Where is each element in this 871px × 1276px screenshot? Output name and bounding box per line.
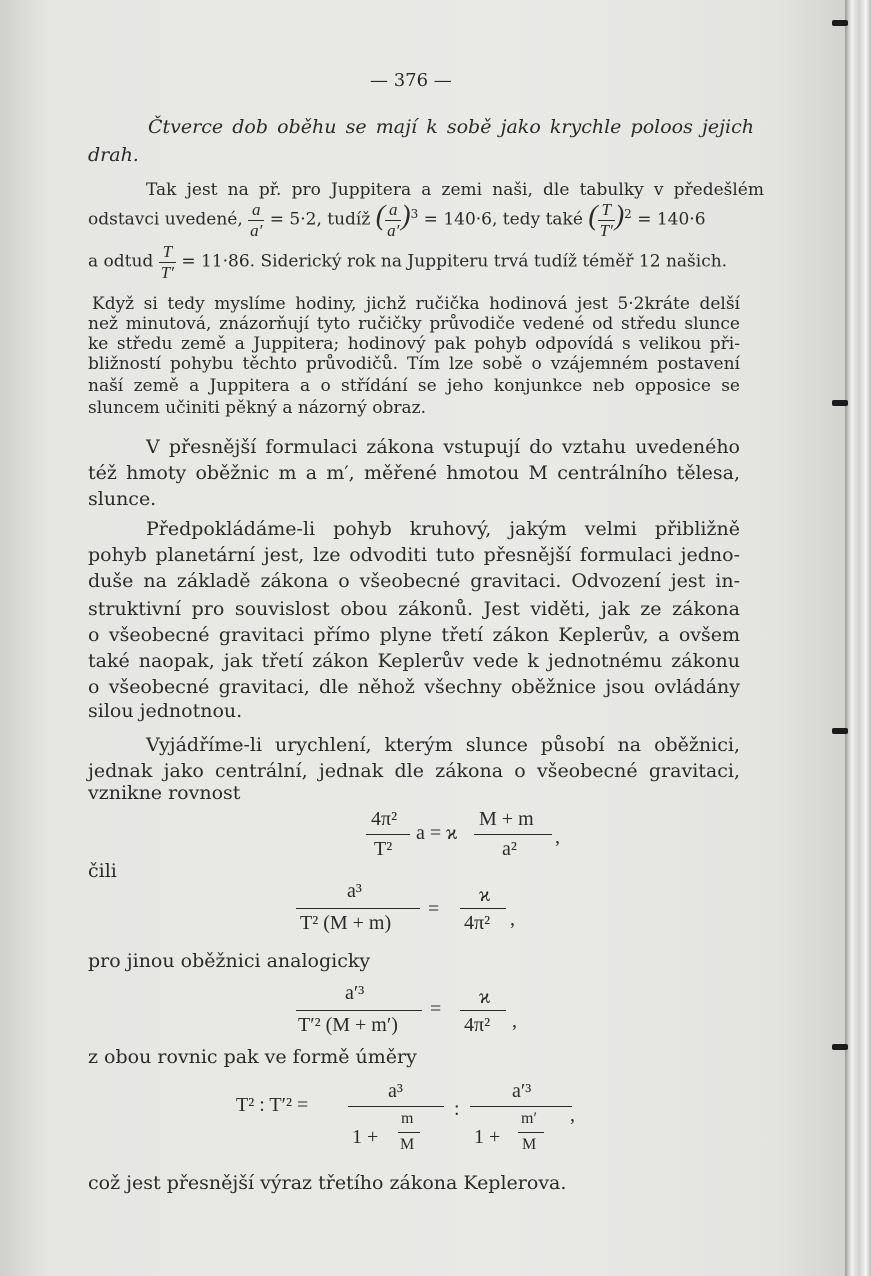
equation-middle: a = ϰ <box>416 822 458 844</box>
numerator: M + m <box>479 808 534 830</box>
denominator: T² <box>374 838 393 860</box>
body-line: slunce. <box>88 488 157 510</box>
exponent: 2 <box>624 206 632 221</box>
body-line: bližností pohybu těchto průvodičů. Tím lze sobě o vzájemném postavení <box>88 354 740 374</box>
fraction-bar <box>518 1132 544 1133</box>
body-line: V přesnější formulaci zákona vstupují do vztahu uvedeného <box>146 436 740 458</box>
fraction-bar <box>348 1106 444 1107</box>
body-line: jednak jako centrální, jednak dle zákona o všeobecné gravitaci, <box>88 760 740 782</box>
denominator: a′ <box>250 220 263 240</box>
body-text: = 5·2, tudíž <box>269 209 371 230</box>
body-text: = 140·6, tedy také <box>423 209 583 230</box>
body-line: z obou rovnic pak ve formě úměry <box>88 1046 417 1068</box>
fraction-bar <box>366 834 410 835</box>
denominator: T² (M + m) <box>300 912 392 934</box>
body-line: také naopak, jak třetí zákon Keplerův vede k jednotnému zákonu <box>88 650 740 672</box>
body-line: pohyb planetární jest, lze odvoditi tuto přesnější formulaci jedno- <box>88 544 740 566</box>
fraction <box>598 200 615 240</box>
inline-math-line <box>88 200 706 240</box>
body-line: též hmoty oběžnic m a m′, měřené hmotou M centrálního tělesa, <box>88 462 740 484</box>
denominator: 4π² <box>464 1014 491 1036</box>
fraction-bar <box>296 1010 422 1011</box>
proportion-left: T² : T′² = <box>236 1094 309 1116</box>
fraction-bar <box>460 908 506 909</box>
body-line: struktivní pro souvislost obou zákonů. Jest viděti, jak ze zákona <box>88 598 740 620</box>
body-line: o všeobecné gravitaci, dle něhož všechny oběžnice jsou ovládány <box>88 676 740 698</box>
denominator: a′ <box>387 220 400 240</box>
inline-math-line <box>88 242 727 282</box>
body-line: Čtverce dob oběhu se mají k sobě jako krychle poloos jejich <box>148 116 754 138</box>
body-line: silou jednotnou. <box>88 700 243 722</box>
paren: ( <box>588 200 598 232</box>
binding-mark <box>832 400 848 406</box>
binding-mark <box>832 1044 848 1050</box>
denominator: T′² (M + m′) <box>298 1014 398 1036</box>
body-line: ke středu země a Juppitera; hodinový pak pohyb odpovídá s velikou při- <box>88 334 740 354</box>
punctuation: , <box>512 1010 517 1032</box>
small-numerator: m′ <box>521 1110 537 1127</box>
paren: ) <box>401 200 411 232</box>
punctuation: , <box>570 1104 575 1126</box>
numerator: a³ <box>388 1080 403 1102</box>
numerator: a′³ <box>512 1080 532 1102</box>
page-number: — 376 — <box>370 70 452 91</box>
binding-mark <box>832 728 848 734</box>
exponent: 3 <box>410 206 419 221</box>
body-line: Když si tedy myslíme hodiny, jichž ručička hodinová jest 5·2kráte delší <box>92 294 740 314</box>
denominator: a² <box>502 838 517 860</box>
numerator: a <box>388 200 398 219</box>
body-line: což jest přesnější výraz třetího zákona Keplerova. <box>88 1172 567 1194</box>
page-edges <box>845 0 871 1276</box>
small-denominator: M <box>400 1136 415 1153</box>
denominator-text: 1 + <box>474 1126 501 1148</box>
fraction-bar <box>470 1106 572 1107</box>
denominator: T′ <box>599 220 613 240</box>
body-text: = 11·86. Siderický rok na Juppiteru trvá tudíž téměř 12 našich. <box>181 251 728 272</box>
numerator: a³ <box>347 880 362 902</box>
fraction <box>385 200 401 240</box>
fraction-bar <box>296 908 420 909</box>
body-line: čili <box>88 860 117 882</box>
numerator: a′³ <box>345 982 365 1004</box>
fraction-bar <box>460 1010 506 1011</box>
body-line: sluncem učiniti pěkný a názorný obraz. <box>88 398 426 418</box>
numerator: 4π² <box>371 808 398 830</box>
numerator: a <box>252 200 261 219</box>
numerator: T <box>601 200 611 219</box>
numerator: T <box>162 242 173 261</box>
equals-sign: = <box>430 998 442 1020</box>
punctuation: , <box>510 908 515 930</box>
punctuation: , <box>555 826 560 848</box>
body-line: vznikne rovnost <box>88 782 241 804</box>
denominator: 4π² <box>464 912 491 934</box>
numerator: ϰ <box>479 884 491 906</box>
denominator: T′ <box>160 262 174 282</box>
small-denominator: M <box>522 1136 537 1153</box>
paren: ) <box>614 200 625 232</box>
fraction-bar <box>474 834 552 835</box>
numerator: ϰ <box>479 986 491 1008</box>
fraction <box>159 242 176 282</box>
body-line: o všeobecné gravitaci přímo plyne třetí zákon Keplerův, a ovšem <box>88 624 740 646</box>
body-line: naší země a Juppitera a o střídání se jeho konjunkce neb opposice se <box>88 376 740 396</box>
body-line: drah. <box>88 144 139 166</box>
body-line: duše na základě zákona o všeobecné gravitaci. Odvození jest in- <box>88 570 740 592</box>
colon: : <box>454 1098 460 1120</box>
body-text: a odtud <box>88 251 154 272</box>
denominator-text: 1 + <box>352 1126 379 1148</box>
fraction-bar <box>398 1132 420 1133</box>
small-numerator: m <box>401 1110 414 1127</box>
paren: ( <box>375 200 386 232</box>
fraction <box>248 200 264 240</box>
body-line: Tak jest na př. pro Juppitera a zemi naši, dle tabulky v předešlém <box>146 180 764 200</box>
body-text: odstavci uvedené, <box>88 209 243 230</box>
body-line: Předpokládáme-li pohyb kruhový, jakým velmi přibližně <box>146 518 740 540</box>
body-line: pro jinou oběžnici analogicky <box>88 950 371 972</box>
equals-sign: = <box>428 898 440 920</box>
binding-mark <box>832 20 848 26</box>
body-text: = 140·6 <box>637 209 706 230</box>
body-line: než minutová, znázorňují tyto ručičky průvodiče vedené od středu slunce <box>88 314 740 334</box>
body-line: Vyjádříme-li urychlení, kterým slunce působí na oběžnici, <box>146 734 740 756</box>
